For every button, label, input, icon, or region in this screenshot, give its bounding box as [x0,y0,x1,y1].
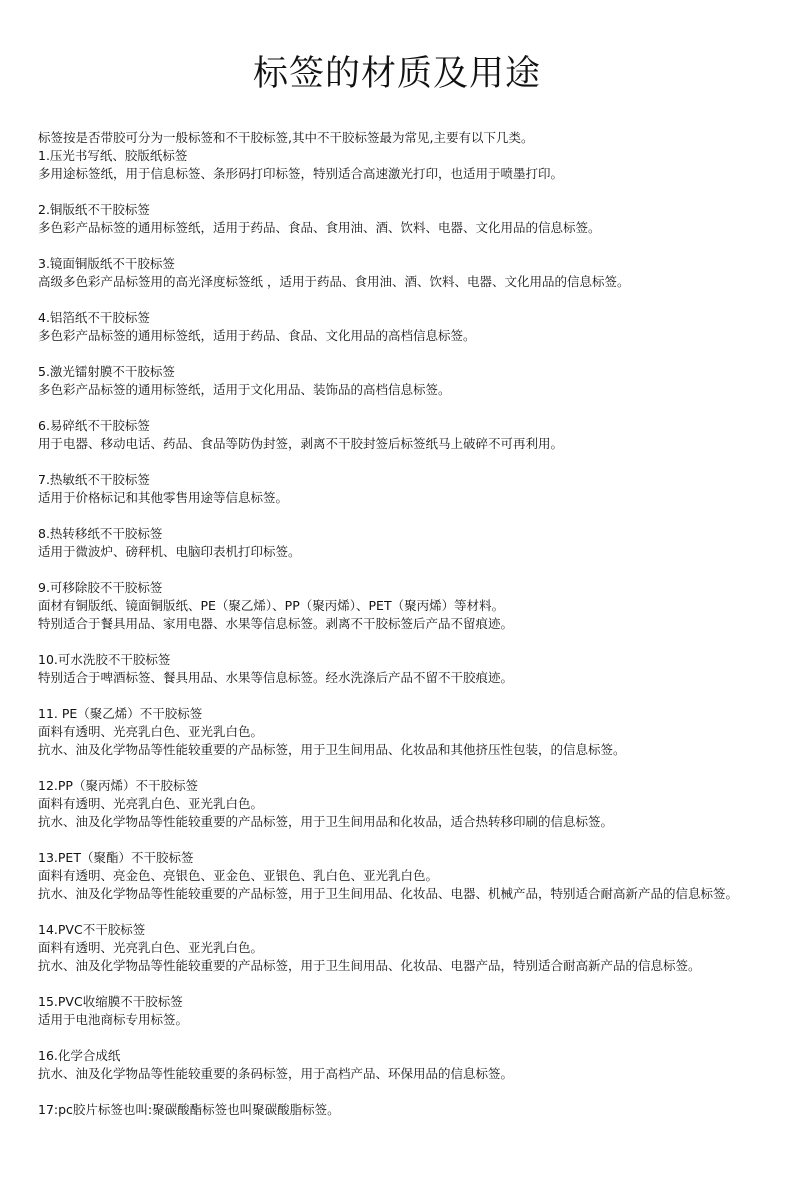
section-heading: 10.可水洗胶不干胶标签 [38,652,171,667]
section-description: 面料有透明、光亮乳白色、亚光乳白色。 [38,940,264,955]
section-spacer [38,345,756,363]
label-type-section [38,471,756,507]
label-type-section [38,201,756,237]
section-spacer [38,399,756,417]
section-description: 抗水、油及化学物品等性能较重要的条码标签，用于高档产品、环保用品的信息标签。 [38,1066,514,1081]
section-spacer [38,1083,756,1101]
section-description: 面材有铜版纸、镜面铜版纸、PE（聚乙烯）、PP（聚丙烯）、PET（聚丙烯）等材料。 [38,598,505,613]
label-type-section [38,525,756,561]
section-description: 面料有透明、亮金色、亮银色、亚金色、亚银色、乳白色、亚光乳白色。 [38,868,439,883]
label-type-section [38,921,756,975]
section-heading: 15.PVC收缩膜不干胶标签 [38,994,183,1009]
label-type-section [38,849,756,903]
section-description: 抗水、油及化学物品等性能较重要的产品标签，用于卫生间用品、化妆品和其他挤压性包装，的信息标签。 [38,742,626,757]
label-type-section [38,147,756,183]
section-spacer [38,453,756,471]
section-spacer [38,759,756,777]
label-type-section [38,255,756,291]
label-type-section [38,363,756,399]
section-description: 抗水、油及化学物品等性能较重要的产品标签，用于卫生间用品和化妆品，适合热转移印刷的信息标签。 [38,814,614,829]
section-description: 适用于价格标记和其他零售用途等信息标签。 [38,490,289,505]
label-type-section [38,417,756,453]
section-spacer [38,291,756,309]
label-type-section [38,579,756,633]
section-description: 特别适合于餐具用品、家用电器、水果等信息标签。剥离不干胶标签后产品不留痕迹。 [38,616,514,631]
section-spacer [38,975,756,993]
section-spacer [38,903,756,921]
section-description: 面料有透明、光亮乳白色、亚光乳白色。 [38,724,264,739]
label-type-section [38,651,756,687]
section-description: 多色彩产品标签的通用标签纸，适用于药品、食品、食用油、酒、饮料、电器、文化用品的信息标签。 [38,220,601,235]
section-heading: 5.激光镭射膜不干胶标签 [38,364,175,379]
section-heading: 1.压光书写纸、胶版纸标签 [38,148,188,163]
section-heading: 14.PVC不干胶标签 [38,922,146,937]
section-description: 多色彩产品标签的通用标签纸，适用于药品、食品、文化用品的高档信息标签。 [38,328,476,343]
label-type-section [38,705,756,759]
section-heading: 11. PE（聚乙烯）不干胶标签 [38,706,203,721]
section-heading: 6.易碎纸不干胶标签 [38,418,150,433]
section-heading: 8.热转移纸不干胶标签 [38,526,163,541]
section-spacer [38,237,756,255]
section-heading: 9.可移除胶不干胶标签 [38,580,163,595]
section-spacer [38,507,756,525]
section-description: 抗水、油及化学物品等性能较重要的产品标签，用于卫生间用品、化妆品、电器、机械产品，特别适合耐高新产品的信息标签。 [38,886,739,901]
section-description: 抗水、油及化学物品等性能较重要的产品标签，用于卫生间用品、化妆品、电器产品，特别适合耐高新产品的信息标签。 [38,958,701,973]
section-spacer [38,183,756,201]
label-type-section [38,1101,756,1119]
sections-list [38,147,756,1119]
section-spacer [38,633,756,651]
section-heading: 2.铜版纸不干胶标签 [38,202,150,217]
section-heading: 16.化学合成纸 [38,1048,121,1063]
section-spacer [38,831,756,849]
section-description: 面料有透明、光亮乳白色、亚光乳白色。 [38,796,264,811]
section-description: 多用途标签纸，用于信息标签、条形码打印标签，特别适合高速激光打印，也适用于喷墨打印。 [38,166,564,181]
section-description: 用于电器、移动电话、药品、食品等防伪封签，剥离不干胶封签后标签纸马上破碎不可再利用。 [38,436,564,451]
section-heading: 12.PP（聚丙烯）不干胶标签 [38,778,198,793]
label-type-section [38,309,756,345]
section-heading: 7.热敏纸不干胶标签 [38,472,150,487]
page-title: 标签的材质及用途 [252,54,541,94]
label-type-section [38,777,756,831]
section-description: 特别适合于啤酒标签、餐具用品、水果等信息标签。经水洗涤后产品不留不干胶痕迹。 [38,670,514,685]
section-spacer [38,1029,756,1047]
section-spacer [38,561,756,579]
label-type-section [38,993,756,1029]
label-type-section [38,1047,756,1083]
section-heading: 13.PET（聚酯）不干胶标签 [38,850,194,865]
intro-paragraph: 标签按是否带胶可分为一般标签和不干胶标签,其中不干胶标签最为常见,主要有以下几类。 [38,130,534,145]
section-description: 适用于电池商标专用标签。 [38,1012,189,1027]
section-spacer [38,687,756,705]
section-heading: 3.镜面铜版纸不干胶标签 [38,256,175,271]
section-description: 多色彩产品标签的通用标签纸，适用于文化用品、装饰品的高档信息标签。 [38,382,451,397]
section-description: 高级多色彩产品标签用的高光泽度标签纸 ，适用于药品、食用油、酒、饮料、电器、文化用品的信息标签。 [38,274,630,289]
section-description: 适用于微波炉、磅秤机、电脑印表机打印标签。 [38,544,301,559]
section-heading: 17:pc胶片标签也叫:聚碳酸酯标签也叫聚碳酸脂标签。 [38,1102,340,1117]
section-heading: 4.铝箔纸不干胶标签 [38,310,150,325]
